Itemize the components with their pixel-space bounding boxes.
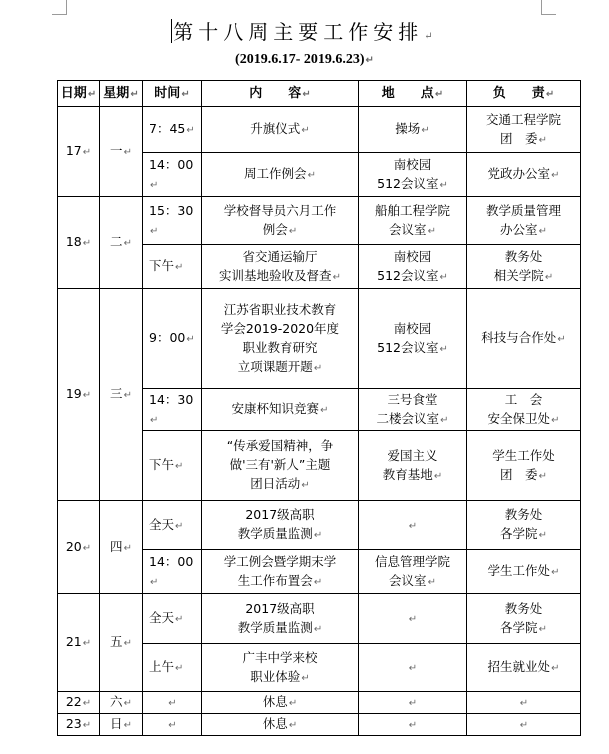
content-cell-line: 省交通运输厅: [242, 248, 318, 264]
responsible-cell[interactable]: [467, 245, 581, 289]
responsible-cell-line: 办公室↵: [500, 221, 547, 237]
content-cell[interactable]: [202, 107, 359, 153]
paragraph-mark-icon: ↵: [150, 225, 159, 237]
paragraph-mark-icon: ↵: [307, 170, 316, 181]
location-cell-line: [361, 608, 464, 629]
paragraph-mark-icon: ↵: [439, 179, 448, 191]
responsible-cell-line: 学生工作处↵: [487, 563, 560, 578]
paragraph-mark-icon: ↵: [301, 125, 310, 136]
document-subtitle[interactable]: [0, 52, 609, 68]
page-corner-mark-right: [541, 0, 556, 15]
time-cell[interactable]: 15：30↵: [143, 197, 202, 245]
content-cell-line: 教学质量监测↵: [237, 526, 323, 541]
paragraph-mark-icon: ↵: [439, 343, 448, 355]
location-cell-line: 信息管理学院: [374, 553, 450, 569]
content-cell-line: 升旗仪式↵: [250, 121, 310, 136]
date-cell[interactable]: 20↵: [58, 501, 100, 594]
header-date[interactable]: 日期↵: [58, 81, 100, 107]
content-cell-line: 实训基地验收及督查↵: [219, 267, 341, 283]
time-cell[interactable]: 下午↵: [143, 245, 202, 289]
paragraph-mark-icon: ↵: [288, 225, 298, 237]
responsible-cell-line: 教务处: [504, 248, 543, 264]
content-cell-line: 学校督导员六月工作: [223, 202, 337, 218]
responsible-cell-line: 交通工程学院: [485, 111, 561, 127]
location-cell-line: 512会议室↵: [377, 175, 448, 191]
paragraph-mark-icon: ↵: [82, 720, 92, 731]
paragraph-mark-icon: ↵: [519, 698, 529, 709]
paragraph-mark-icon: ↵: [288, 720, 298, 731]
weekday-cell[interactable]: 六↵: [100, 692, 143, 714]
time-cell[interactable]: 下午↵: [143, 431, 202, 501]
paragraph-mark-icon: ↵: [150, 576, 159, 588]
paragraph-mark-icon: ↵: [181, 88, 190, 100]
location-cell-line: 教育基地↵: [382, 466, 443, 482]
location-cell[interactable]: [359, 431, 467, 501]
table-row: [58, 107, 581, 153]
date-cell[interactable]: 22↵: [58, 692, 100, 714]
paragraph-mark-icon: ↵: [123, 720, 132, 731]
paragraph-mark-icon: ↵: [433, 470, 443, 482]
content-cell[interactable]: [202, 153, 359, 197]
responsible-cell-line: 科技与合作处↵: [481, 330, 566, 345]
paragraph-mark-icon: ↵: [313, 623, 323, 635]
paragraph-mark-icon: ↵: [186, 125, 195, 136]
location-cell-line: [361, 515, 464, 536]
location-cell[interactable]: [359, 107, 467, 153]
paragraph-mark-icon: ↵: [427, 225, 436, 237]
location-cell-line: 南校园: [393, 320, 432, 336]
document-title-text: 第十八周主要工作安排: [173, 20, 424, 44]
content-cell[interactable]: [202, 594, 359, 644]
paragraph-mark-icon: ↵: [408, 614, 418, 625]
content-cell[interactable]: [202, 644, 359, 692]
location-cell[interactable]: [359, 692, 467, 714]
paragraph-mark-icon: ↵: [408, 663, 418, 674]
document-subtitle-text: (2019.6.17- 2019.6.23): [235, 52, 365, 67]
paragraph-mark-icon: ↵: [538, 530, 547, 541]
location-cell-line: [361, 692, 464, 713]
paragraph-mark-icon: ↵: [123, 238, 132, 249]
paragraph-mark-icon: ↵: [186, 334, 195, 345]
location-cell-line: 会议室↵: [389, 572, 436, 588]
page-corner-mark-left: [52, 0, 67, 15]
content-cell-line: 2017级高职: [245, 507, 315, 522]
weekday-cell[interactable]: 三↵: [100, 289, 143, 501]
location-cell[interactable]: [359, 389, 467, 431]
paragraph-mark-icon: ↵: [82, 638, 92, 649]
content-cell-line: 立项课题开题↵: [237, 358, 323, 374]
paragraph-mark-icon: ↵: [130, 88, 139, 100]
paragraph-mark-icon: ↵: [557, 334, 566, 345]
responsible-cell[interactable]: [467, 153, 581, 197]
paragraph-mark-icon: ↵: [544, 271, 554, 283]
header-weekday[interactable]: 星期↵: [100, 81, 143, 107]
location-cell[interactable]: [359, 714, 467, 736]
content-cell-line: 学会2019-2020年度: [220, 320, 340, 336]
location-cell-line: 操场↵: [395, 121, 430, 136]
responsible-cell-line: 团 委↵: [500, 466, 547, 482]
paragraph-mark-icon: ↵: [150, 179, 159, 191]
content-cell-line: “传承爱国精神，争: [226, 438, 334, 453]
responsible-cell[interactable]: [467, 107, 581, 153]
header-responsible[interactable]: 负 责↵: [467, 81, 581, 107]
responsible-cell-line: [469, 714, 578, 735]
content-cell[interactable]: [202, 289, 359, 389]
responsible-cell[interactable]: [467, 389, 581, 431]
paragraph-mark-icon: ↵: [150, 414, 159, 426]
content-cell-line: 职业体验↵: [250, 668, 310, 684]
paragraph-mark-icon: ↵: [123, 147, 132, 158]
time-cell[interactable]: [143, 714, 202, 736]
paragraph-mark-icon: ↵: [175, 614, 184, 625]
content-cell[interactable]: [202, 714, 359, 736]
paragraph-mark-icon: ↵: [301, 672, 310, 684]
weekday-cell[interactable]: 一↵: [100, 107, 143, 197]
paragraph-mark-icon: ↵: [301, 480, 310, 491]
paragraph-mark-icon: ↵: [82, 390, 92, 401]
paragraph-mark-icon: ↵: [424, 31, 438, 42]
location-cell-line: 512会议室↵: [377, 339, 448, 355]
location-cell[interactable]: [359, 550, 467, 594]
paragraph-mark-icon: ↵: [332, 271, 341, 283]
content-cell-line: 休息↵: [262, 694, 298, 709]
header-time[interactable]: 时间↵: [143, 81, 202, 107]
responsible-cell[interactable]: [467, 550, 581, 594]
location-cell-line: 南校园: [393, 248, 432, 264]
content-cell-line: 例会↵: [262, 221, 298, 237]
content-cell-line: 2017级高职: [245, 600, 315, 616]
paragraph-mark-icon: ↵: [82, 698, 92, 709]
content-cell-line: 生工作布置会↵: [237, 572, 323, 588]
content-cell-line: 休息↵: [262, 716, 298, 731]
location-cell[interactable]: [359, 153, 467, 197]
time-cell[interactable]: 14：00↵: [143, 153, 202, 197]
location-cell-line: 船舶工程学院: [374, 202, 450, 218]
responsible-cell[interactable]: [467, 197, 581, 245]
weekday-cell[interactable]: 四↵: [100, 501, 143, 594]
weekday-cell[interactable]: 五↵: [100, 594, 143, 692]
time-cell[interactable]: [143, 692, 202, 714]
content-cell-line: 团日活动↵: [250, 476, 310, 491]
paragraph-mark-icon: ↵: [302, 88, 311, 100]
table-row: [58, 501, 581, 550]
paragraph-mark-icon: ↵: [440, 414, 449, 426]
table-row: [58, 692, 581, 714]
location-cell[interactable]: [359, 197, 467, 245]
location-cell-line: 二楼会议室↵: [376, 410, 449, 426]
responsible-cell[interactable]: [467, 714, 581, 736]
paragraph-mark-icon: ↵: [439, 271, 448, 283]
content-cell[interactable]: [202, 197, 359, 245]
table-row: [58, 594, 581, 644]
responsible-cell[interactable]: [467, 692, 581, 714]
document-title[interactable]: [0, 16, 609, 45]
time-cell[interactable]: 上午↵: [143, 644, 202, 692]
responsible-cell-line: 招生就业处↵: [487, 659, 560, 674]
table-header-row: [58, 81, 581, 107]
paragraph-mark-icon: ↵: [87, 88, 97, 100]
location-cell-line: 512会议室↵: [377, 267, 448, 283]
paragraph-mark-icon: ↵: [175, 663, 184, 674]
paragraph-mark-icon: ↵: [421, 125, 430, 136]
location-cell-line: 爱国主义: [387, 447, 438, 463]
paragraph-mark-icon: ↵: [123, 638, 132, 649]
location-cell-line: [361, 714, 464, 735]
time-cell[interactable]: 14：00↵: [143, 550, 202, 594]
responsible-cell-line: 安全保卫处↵: [487, 410, 560, 426]
responsible-cell[interactable]: [467, 594, 581, 644]
paragraph-mark-icon: ↵: [538, 623, 547, 635]
paragraph-mark-icon: ↵: [288, 698, 298, 709]
responsible-cell[interactable]: [467, 501, 581, 550]
paragraph-mark-icon: ↵: [551, 170, 560, 181]
responsible-cell-line: 各学院↵: [500, 526, 547, 541]
paragraph-mark-icon: ↵: [545, 88, 555, 100]
paragraph-mark-icon: ↵: [434, 88, 444, 100]
weekday-cell[interactable]: 日↵: [100, 714, 143, 736]
responsible-cell[interactable]: [467, 644, 581, 692]
location-cell[interactable]: [359, 594, 467, 644]
paragraph-mark-icon: ↵: [123, 698, 132, 709]
paragraph-mark-icon: ↵: [123, 542, 132, 554]
paragraph-mark-icon: ↵: [551, 414, 560, 426]
location-cell-line: 三号食堂: [387, 391, 438, 407]
responsible-cell-line: 相关学院↵: [493, 267, 554, 283]
paragraph-mark-icon: ↵: [551, 567, 560, 578]
responsible-cell-line: 工 会: [504, 391, 543, 407]
table-row: [58, 289, 581, 389]
paragraph-mark-icon: ↵: [551, 663, 560, 674]
paragraph-mark-icon: ↵: [408, 698, 418, 709]
date-cell[interactable]: 17↵: [58, 107, 100, 197]
paragraph-mark-icon: ↵: [123, 390, 132, 401]
responsible-cell-line: [469, 692, 578, 713]
content-cell-line: 学工例会暨学期末学: [223, 553, 337, 569]
paragraph-mark-icon: ↵: [313, 576, 323, 588]
paragraph-mark-icon: ↵: [168, 698, 177, 709]
header-content[interactable]: 内 容↵: [202, 81, 359, 107]
responsible-cell[interactable]: [467, 431, 581, 501]
paragraph-mark-icon: ↵: [320, 405, 329, 416]
paragraph-mark-icon: ↵: [313, 530, 323, 541]
content-cell-line: 职业教育研究: [242, 339, 318, 355]
paragraph-mark-icon: ↵: [408, 520, 418, 532]
content-cell[interactable]: [202, 245, 359, 289]
content-cell[interactable]: [202, 389, 359, 431]
responsible-cell-line: 各学院↵: [500, 619, 547, 635]
responsible-cell-line: 教务处: [504, 600, 543, 616]
paragraph-mark-icon: ↵: [168, 720, 177, 731]
table-row: [58, 714, 581, 736]
content-cell[interactable]: [202, 550, 359, 594]
content-cell-line: 江苏省职业技术教育: [223, 301, 337, 317]
date-cell[interactable]: 23↵: [58, 714, 100, 736]
date-cell[interactable]: 19↵: [58, 289, 100, 501]
responsible-cell[interactable]: [467, 289, 581, 389]
location-cell[interactable]: [359, 501, 467, 550]
responsible-cell-line: 学生工作处: [492, 447, 555, 463]
content-cell-line: 安康杯知识竞赛↵: [231, 401, 329, 416]
location-cell-line: [361, 657, 464, 678]
paragraph-mark-icon: ↵: [175, 520, 184, 532]
paragraph-mark-icon: ↵: [519, 720, 529, 731]
weekday-cell[interactable]: 二↵: [100, 197, 143, 289]
content-cell[interactable]: [202, 431, 359, 501]
time-cell[interactable]: 7：45↵: [143, 107, 202, 153]
table-row: [58, 197, 581, 245]
time-cell[interactable]: 全天↵: [143, 501, 202, 550]
location-cell[interactable]: [359, 289, 467, 389]
date-cell[interactable]: 21↵: [58, 594, 100, 692]
paragraph-mark-icon: ↵: [175, 262, 184, 273]
paragraph-mark-icon: ↵: [408, 720, 418, 731]
paragraph-mark-icon: ↵: [427, 576, 436, 588]
date-cell[interactable]: 18↵: [58, 197, 100, 289]
time-cell[interactable]: 9：00↵: [143, 289, 202, 389]
paragraph-mark-icon: ↵: [365, 55, 374, 66]
paragraph-mark-icon: ↵: [175, 461, 184, 472]
content-cell[interactable]: [202, 692, 359, 714]
responsible-cell-line: 团 委↵: [500, 130, 547, 146]
content-cell[interactable]: [202, 501, 359, 550]
paragraph-mark-icon: ↵: [82, 238, 92, 249]
location-cell-line: 南校园: [393, 156, 432, 172]
time-cell[interactable]: 14：30↵: [143, 389, 202, 431]
responsible-cell-line: 教务处: [504, 507, 543, 522]
paragraph-mark-icon: ↵: [538, 470, 547, 482]
header-location[interactable]: 地 点↵: [359, 81, 467, 107]
paragraph-mark-icon: ↵: [313, 362, 323, 374]
location-cell-line: 会议室↵: [389, 221, 436, 237]
responsible-cell-line: 党政办公室↵: [487, 166, 560, 181]
paragraph-mark-icon: ↵: [538, 134, 547, 146]
location-cell[interactable]: [359, 644, 467, 692]
paragraph-mark-icon: ↵: [82, 147, 92, 158]
schedule-table: [57, 80, 581, 736]
content-cell-line: 广丰中学来校: [242, 649, 318, 665]
content-cell-line: 做'三有'新人”主题: [229, 457, 331, 472]
content-cell-line: 周工作例会↵: [244, 166, 316, 181]
time-cell[interactable]: 全天↵: [143, 594, 202, 644]
schedule-body: [58, 107, 581, 736]
location-cell[interactable]: [359, 245, 467, 289]
paragraph-mark-icon: ↵: [82, 542, 92, 554]
paragraph-mark-icon: ↵: [538, 225, 547, 237]
content-cell-line: 教学质量监测↵: [237, 619, 323, 635]
responsible-cell-line: 教学质量管理: [485, 202, 561, 218]
